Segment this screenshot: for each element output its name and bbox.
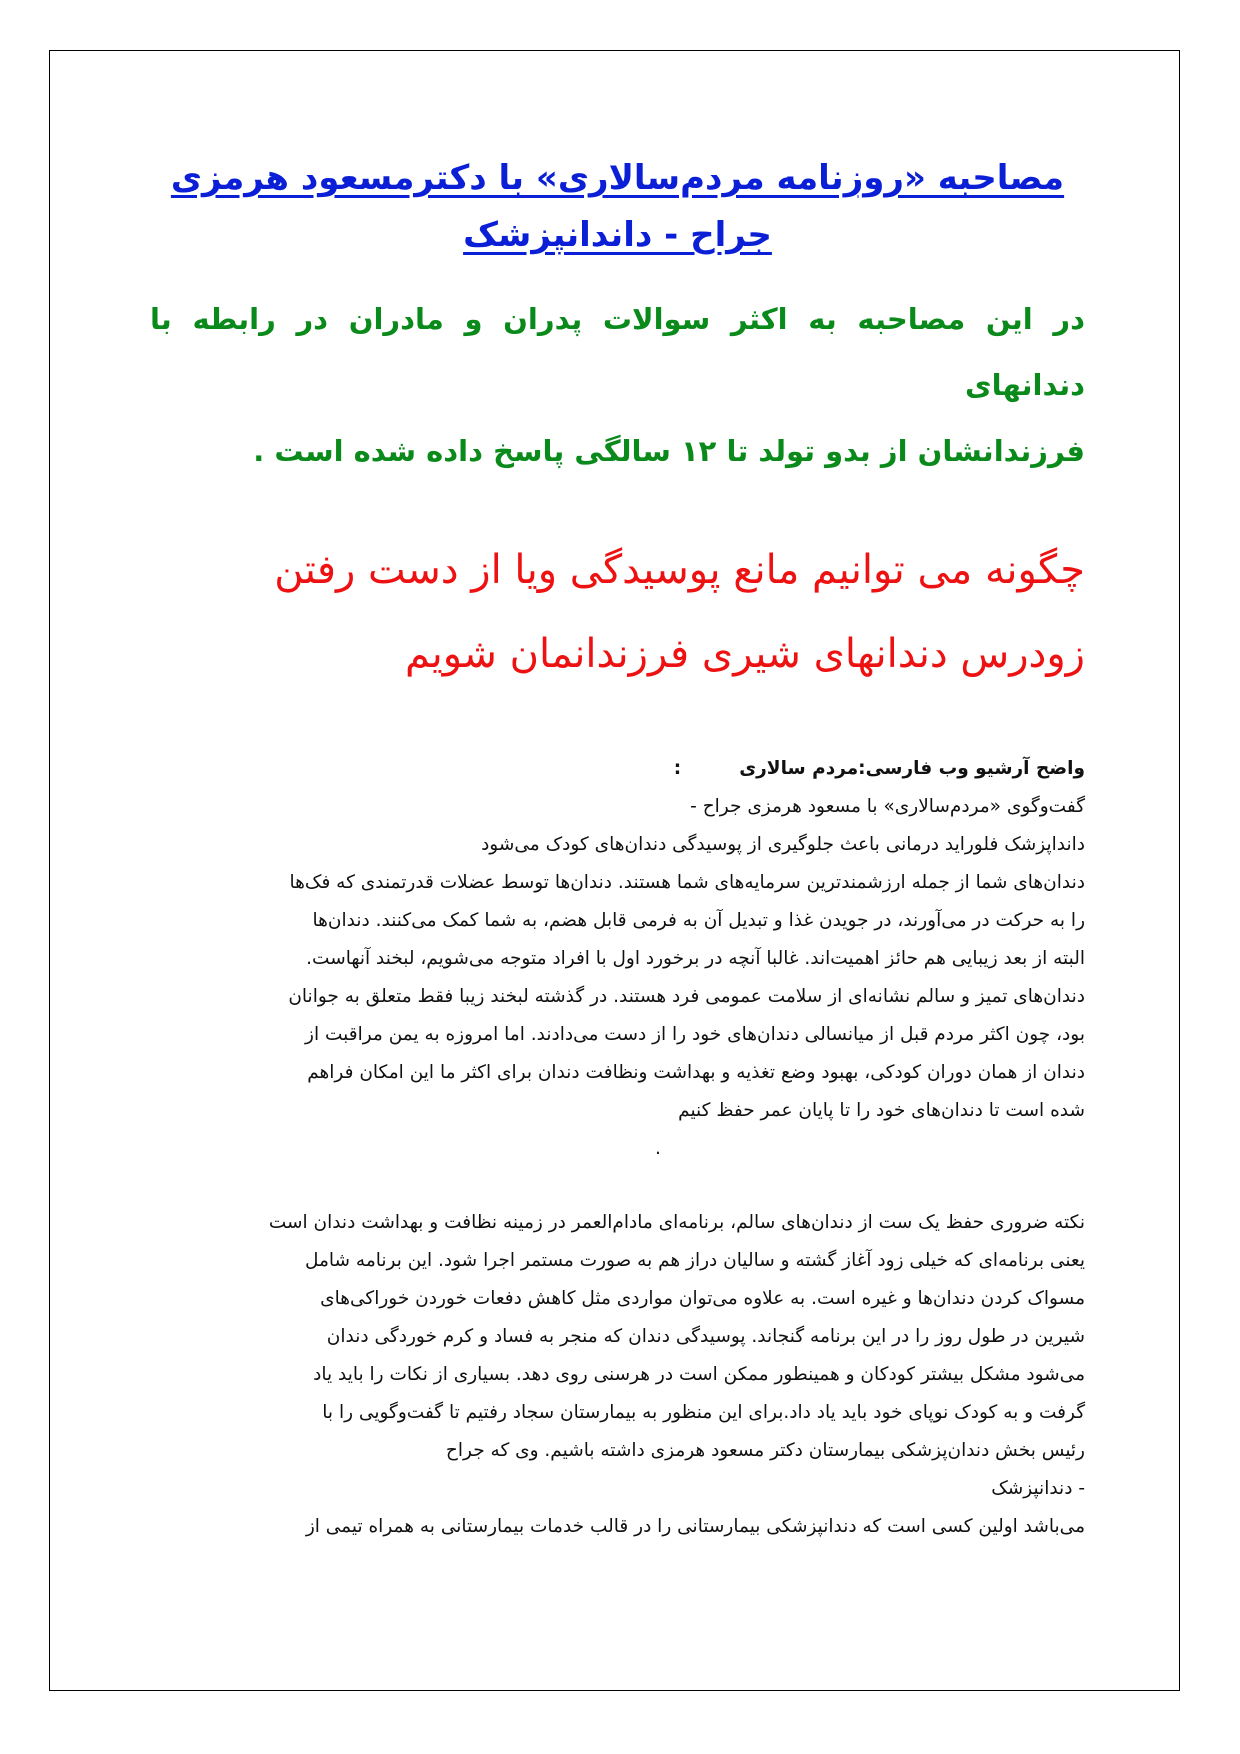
article-paragraph-2	[150, 1204, 1085, 1546]
source-label: واضح آرشیو وب فارسی:مردم سالاری	[739, 758, 1085, 779]
intro-line-2: فرزندانشان از بدو تولد تا ۱۲ سالگی پاسخ داده شده است .	[253, 434, 1085, 468]
question-line-2: زودرس دندانهای شیری فرزندانمان شویم	[404, 631, 1085, 677]
paragraph-line: دانداپزشک فلوراید درمانی باعث جلوگیری از پوسیدگی دندان‌های کودک می‌شود	[481, 834, 1085, 855]
paragraph-line: البته از بعد زیبایی هم حائز اهمیت‌اند. غالبا آنچه در برخورد اول با افراد متوجه می‌شویم، لبخند آنهاست.	[306, 948, 1085, 969]
intro-paragraph	[150, 286, 1085, 484]
paragraph-line: بود، چون اکثر مردم قبل از میانسالی دندان‌های خود را از دست می‌دادند. اما امروزه به یمن مراقبت از	[305, 1024, 1085, 1045]
paragraph-line: گرفت و به کودک نوپای خود باید یاد داد.برای این منظور به بیمارستان سجاد رفتیم تا گفت‌وگویی را با	[322, 1402, 1085, 1423]
question-line-1: چگونه می توانیم مانع پوسیدگی ویا از دست رفتن	[274, 547, 1085, 593]
paragraph-line: نکته ضروری حفظ یک ست از دندان‌های سالم، برنامه‌ای مادام‌العمر در زمینه نظافت و بهداشت دندان است	[268, 1212, 1085, 1233]
source-colon: :	[673, 758, 682, 779]
paragraph-line: را به حرکت در می‌آورند، در جویدن غذا و تبدیل آن به فرمی قابل هضم، به شما کمک می‌کنند. دندان‌ها	[312, 910, 1085, 931]
paragraph-line: دندان‌های تمیز و سالم نشانه‌ای از سلامت عمومی فرد هستند. در گذشته لبخند زیبا فقط متعلق به جوانان	[288, 986, 1085, 1007]
title-line-1: مصاحبه «روزنامه مردم‌سالاری» با دکترمسعود هرمزی	[170, 158, 1065, 198]
paragraph-last-line	[150, 1092, 1085, 1168]
paragraph-end-dot: .	[655, 1138, 661, 1159]
paragraph-line-text: شده است تا دندان‌های خود را تا پایان عمر حفظ کنیم	[678, 1100, 1085, 1121]
document-title	[150, 150, 1085, 264]
paragraph-line: می‌شود مشکل بیشتر کودکان و همینطور ممکن است در هرسنی روی دهد. بسیاری از نکات را باید یاد	[313, 1364, 1085, 1385]
title-line-2: جراح - داندانپزشک	[463, 215, 772, 255]
paragraph-line: می‌باشد اولین کسی است که دندانپزشکی بیمارستانی را در قالب خدمات بیمارستانی به همراه تیمی از	[305, 1516, 1085, 1537]
source-line	[150, 750, 1085, 826]
question-heading	[150, 528, 1085, 696]
source-text: گفت‌وگوی «مردم‌سالاری» با مسعود هرمزی جراح -	[690, 796, 1085, 817]
paragraph-line	[150, 1432, 1085, 1508]
article-paragraph-1	[150, 750, 1085, 1168]
paragraph-line: دندان از همان دوران کودکی، بهبود وضع تغذیه و بهداشت ونظافت دندان برای اکثر ما این امکان فراهم	[307, 1062, 1085, 1083]
paragraph-line-text: - دندانپزشک	[991, 1478, 1085, 1499]
paragraph-line: دندان‌های شما از جمله ارزشمندترین سرمایه‌های شما هستند. دندان‌ها توسط عضلات قدرتمندی که فک‌ها	[289, 872, 1085, 893]
paragraph-line: شیرین در طول روز را در این برنامه گنجاند. پوسیدگی دندان که منجر به فساد و کرم خوردگی دندان	[326, 1326, 1085, 1347]
paragraph-line: مسواک کردن دندان‌ها و غیره است. به علاوه می‌توان مواردی مثل کاهش دفعات خوردن خوراکی‌های	[320, 1288, 1085, 1309]
paragraph-line: یعنی برنامه‌ای که خیلی زود آغاز گشته و سالیان دراز هم به صورت مستمر اجرا شود. این برنامه شامل	[304, 1250, 1085, 1271]
intro-line-1: در این مصاحبه به اکثر سوالات پدران و مادران در رابطه با دندانهای	[150, 302, 1085, 402]
paragraph-line-text: رئیس بخش دندان‌پزشکی بیمارستان دکتر مسعود هرمزی داشته باشیم. وی که جراح	[445, 1440, 1085, 1461]
document-content	[150, 150, 1085, 1546]
